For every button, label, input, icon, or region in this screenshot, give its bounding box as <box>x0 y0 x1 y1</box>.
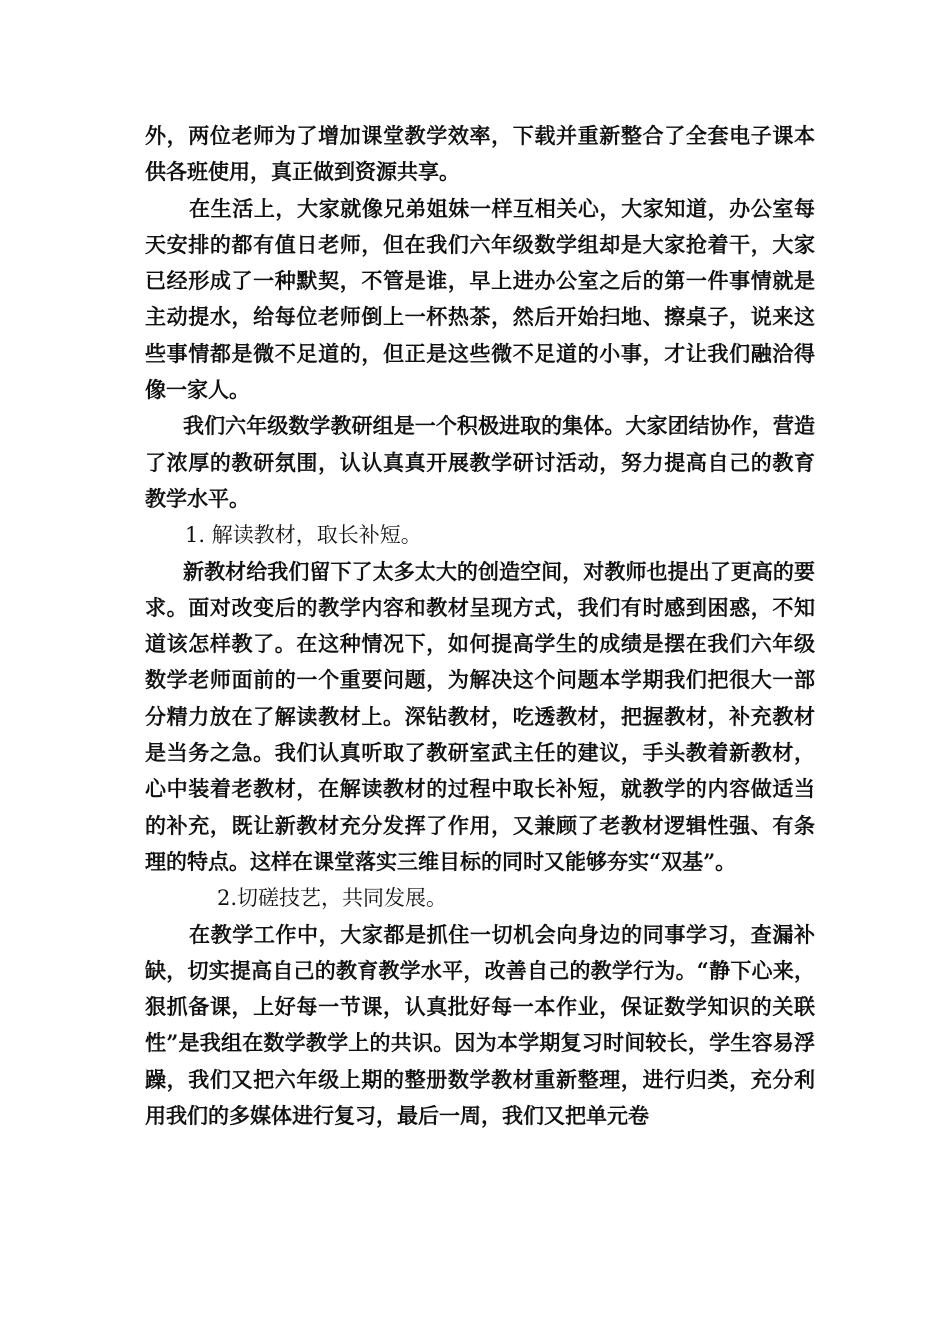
document-body <box>145 118 815 1134</box>
paragraph-teaching-work: 在教学工作中，大家都是抓住一切机会向身边的同事学习，查漏补缺，切实提高自己的教育教学水平，改善自己的教学行为。“静下心来，狠抓备课，上好每一节课，认真批好每一本作业，保证数学知识的关联性”是我组在数学教学上的共识。因为本学期复习时间较长，学生容易浮躁，我们又把六年级上期的整册数学教材重新整理，进行归类，充分利用我们的多媒体进行复习，最后一周，我们又把单元卷 <box>145 921 815 1129</box>
paragraph-research-group: 我们六年级数学教研组是一个积极进取的集体。大家团结协作，营造了浓厚的教研氛围，认认真真开展教学研讨活动，努力提高自己的教育教学水平。 <box>145 413 815 511</box>
section-heading-1: 1. 解读教材，取长补短。 <box>185 523 422 548</box>
paragraph-textbook: 新教材给我们留下了太多太大的创造空间，对教师也提出了更高的要求。面对改变后的教学内容和教材呈现方式，我们有时感到困惑，不知道该怎样教了。在这种情况下，如何提高学生的成绩是摆在我们六年级数学老师面前的一个重要问题，为解决这个问题本学期我们把很大一部分精力放在了解读教材上。深钻教材，吃透教材，把握教材，补充教材是当务之急。我们认真听取了教研室武主任的建议，手头教着新教材，心中装着老教材，在解读教材的过程中取长补短，就教学的内容做适当的补充，既让新教材充分发挥了作用，又兼顾了老教材逻辑性强、有条理的特点。这样在课堂落实三维目标的同时又能够夯实“双基”。 <box>145 558 815 874</box>
paragraph-daily-life: 在生活上，大家就像兄弟姐妹一样互相关心，大家知道，办公室每天安排的都有值日老师，但在我们六年级数学组却是大家抢着干，大家已经形成了一种默契，不管是谁，早上进办公室之后的第一件事情就是主动提水，给每位老师倒上一杯热茶，然后开始扫地、擦桌子，说来这些事情都是微不足道的，但正是这些微不足道的小事，才让我们融洽得像一家人。 <box>145 195 815 403</box>
paragraph-continuation: 外，两位老师为了增加课堂教学效率，下载并重新整合了全套电子课本供各班使用，真正做到资源共享。 <box>145 123 815 185</box>
section-heading-2: 2.切磋技艺，共同发展。 <box>217 886 448 911</box>
